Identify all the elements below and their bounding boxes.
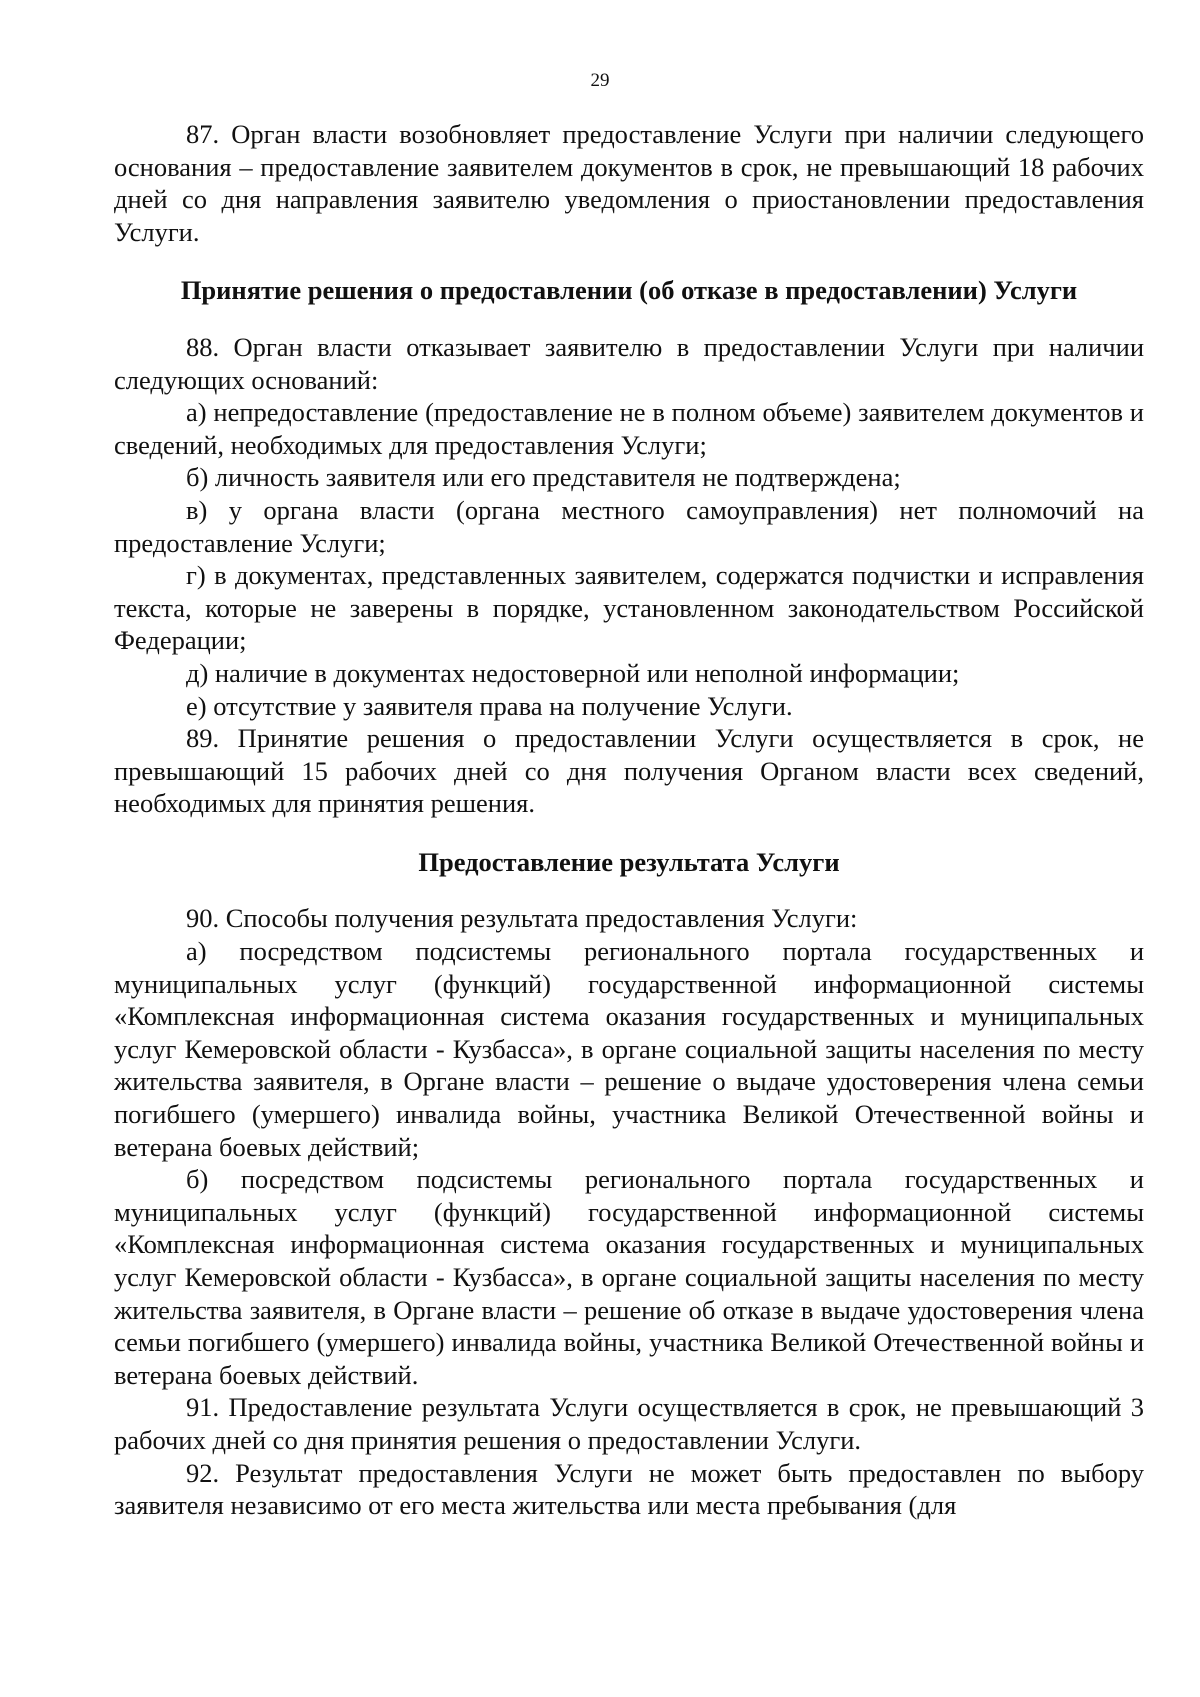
list-item-88-g: г) в документах, представленных заявителем, содержатся подчистки и исправления текста, которые не заверены в порядке, установленном законодательством Российской Федерации; xyxy=(114,560,1144,656)
list-item-90-b: б) посредством подсистемы регионального портала государственных и муниципальных услуг (функций) государственной информационной системы «Комплексная информационная система оказания государственных и муниципальных услуг Кемеровской области - Кузбасса», в органе социальной защиты населения по месту жительства заявителя, в Органе власти – решение об отказе в выдаче удостоверения члена семьи погибшего (умершего) инвалида войны, участника Великой Отечественной войны и ветерана боевых действий. xyxy=(114,1164,1144,1390)
list-item-88-v: в) у органа власти (органа местного самоуправления) нет полномочий на предоставление Услуги; xyxy=(114,494,1144,558)
paragraph-92: 92. Результат предоставления Услуги не может быть предоставлен по выбору заявителя независимо от его места жительства или места пребывания (для xyxy=(114,1457,1144,1521)
list-item-88-e: е) отсутствие у заявителя права на получение Услуги. xyxy=(186,690,793,721)
section-heading-decision: Принятие решения о предоставлении (об отказе в предоставлении) Услуги xyxy=(180,275,1078,306)
paragraph-89: 89. Принятие решения о предоставлении Услуги осуществляется в срок, не превышающий 15 рабочих дней со дня получения Органом власти всех сведений, необходимых для принятия решения. xyxy=(114,723,1144,819)
section-heading-result: Предоставление результата Услуги xyxy=(418,846,840,877)
paragraph-91: 91. Предоставление результата Услуги осуществляется в срок, не превышающий 3 рабочих дней со дня принятия решения о предоставлении Услуги. xyxy=(114,1392,1144,1455)
list-item-88-d: д) наличие в документах недостоверной или неполной информации; xyxy=(186,657,960,688)
list-item-88-a: а) непредоставление (предоставление не в полном объеме) заявителем документов и сведений, необходимых для предоставления Услуги; xyxy=(114,397,1144,460)
list-item-88-b: б) личность заявителя или его представителя не подтверждена; xyxy=(186,462,901,493)
paragraph-87: 87. Орган власти возобновляет предоставление Услуги при наличии следующего основания – предоставление заявителем документов в срок, не превышающий 18 рабочих дней со дня направления заявителю уведомления о приостановлении предоставления Услуги. xyxy=(114,119,1144,247)
paragraph-90: 90. Способы получения результата предоставления Услуги: xyxy=(186,903,858,934)
page-number: 29 xyxy=(590,70,610,91)
page-content xyxy=(114,118,1144,1522)
paragraph-88: 88. Орган власти отказывает заявителю в предоставлении Услуги при наличии следующих оснований: xyxy=(114,331,1144,395)
list-item-90-a: а) посредством подсистемы регионального портала государственных и муниципальных услуг (функций) государственной информационной системы «Комплексная информационная система оказания государственных и муниципальных услуг Кемеровской области - Кузбасса», в органе социальной защиты населения по месту жительства заявителя, в Органе власти – решение о выдаче удостоверения члена семьи погибшего (умершего) инвалида войны, участника Великой Отечественной войны и ветерана боевых действий; xyxy=(114,936,1144,1162)
